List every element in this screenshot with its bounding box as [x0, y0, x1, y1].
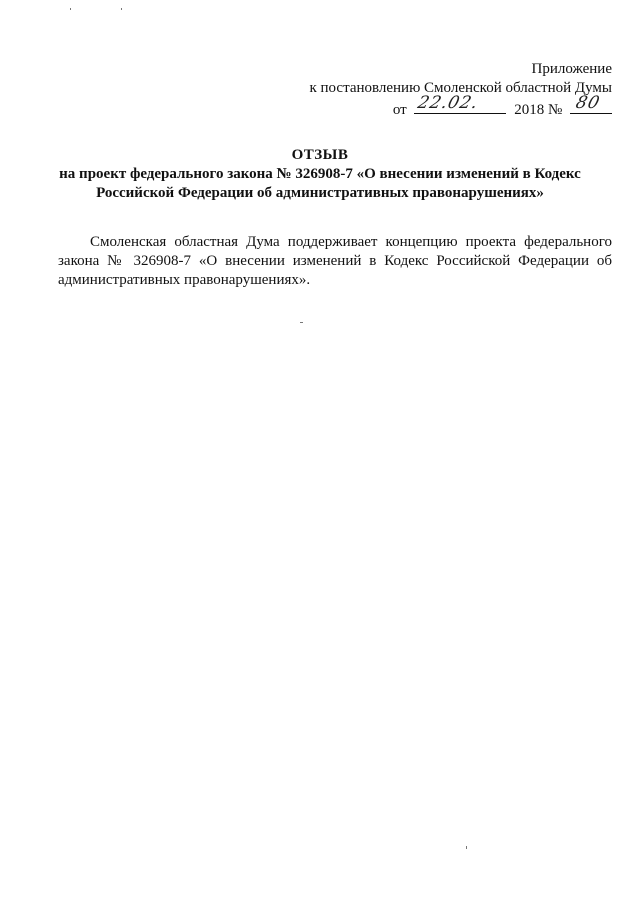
title-block — [30, 146, 610, 203]
title-line-1: на проект федерального закона № 326908-7 «О внесении изменений в Кодекс — [59, 166, 581, 182]
appendix-resolution-line: к постановлению Смоленской областной Думы — [309, 80, 612, 96]
appendix-block — [309, 60, 612, 120]
handwritten-number: 80 — [573, 93, 603, 113]
date-field — [414, 93, 506, 114]
scan-speck — [466, 846, 467, 849]
number-field — [570, 93, 612, 114]
handwritten-date: 22.02. — [416, 93, 482, 113]
appendix-label: Приложение — [531, 61, 612, 77]
title-line-2: Российской Федерации об административных правонарушениях» — [96, 185, 544, 201]
scan-speck — [70, 8, 71, 10]
appendix-date-line — [309, 93, 612, 120]
scan-speck — [121, 8, 122, 10]
body-paragraph: Смоленская областная Дума поддерживает концепцию проекта федерального закона № 326908-7 «О внесении изменений в Кодекс Российской Федерации об административных правонарушениях». — [58, 234, 612, 288]
appendix-from-label: от — [392, 102, 407, 118]
appendix-year-number-label: 2018 № — [514, 102, 563, 118]
document-heading: ОТЗЫВ — [291, 147, 349, 163]
scan-speck — [300, 322, 303, 323]
